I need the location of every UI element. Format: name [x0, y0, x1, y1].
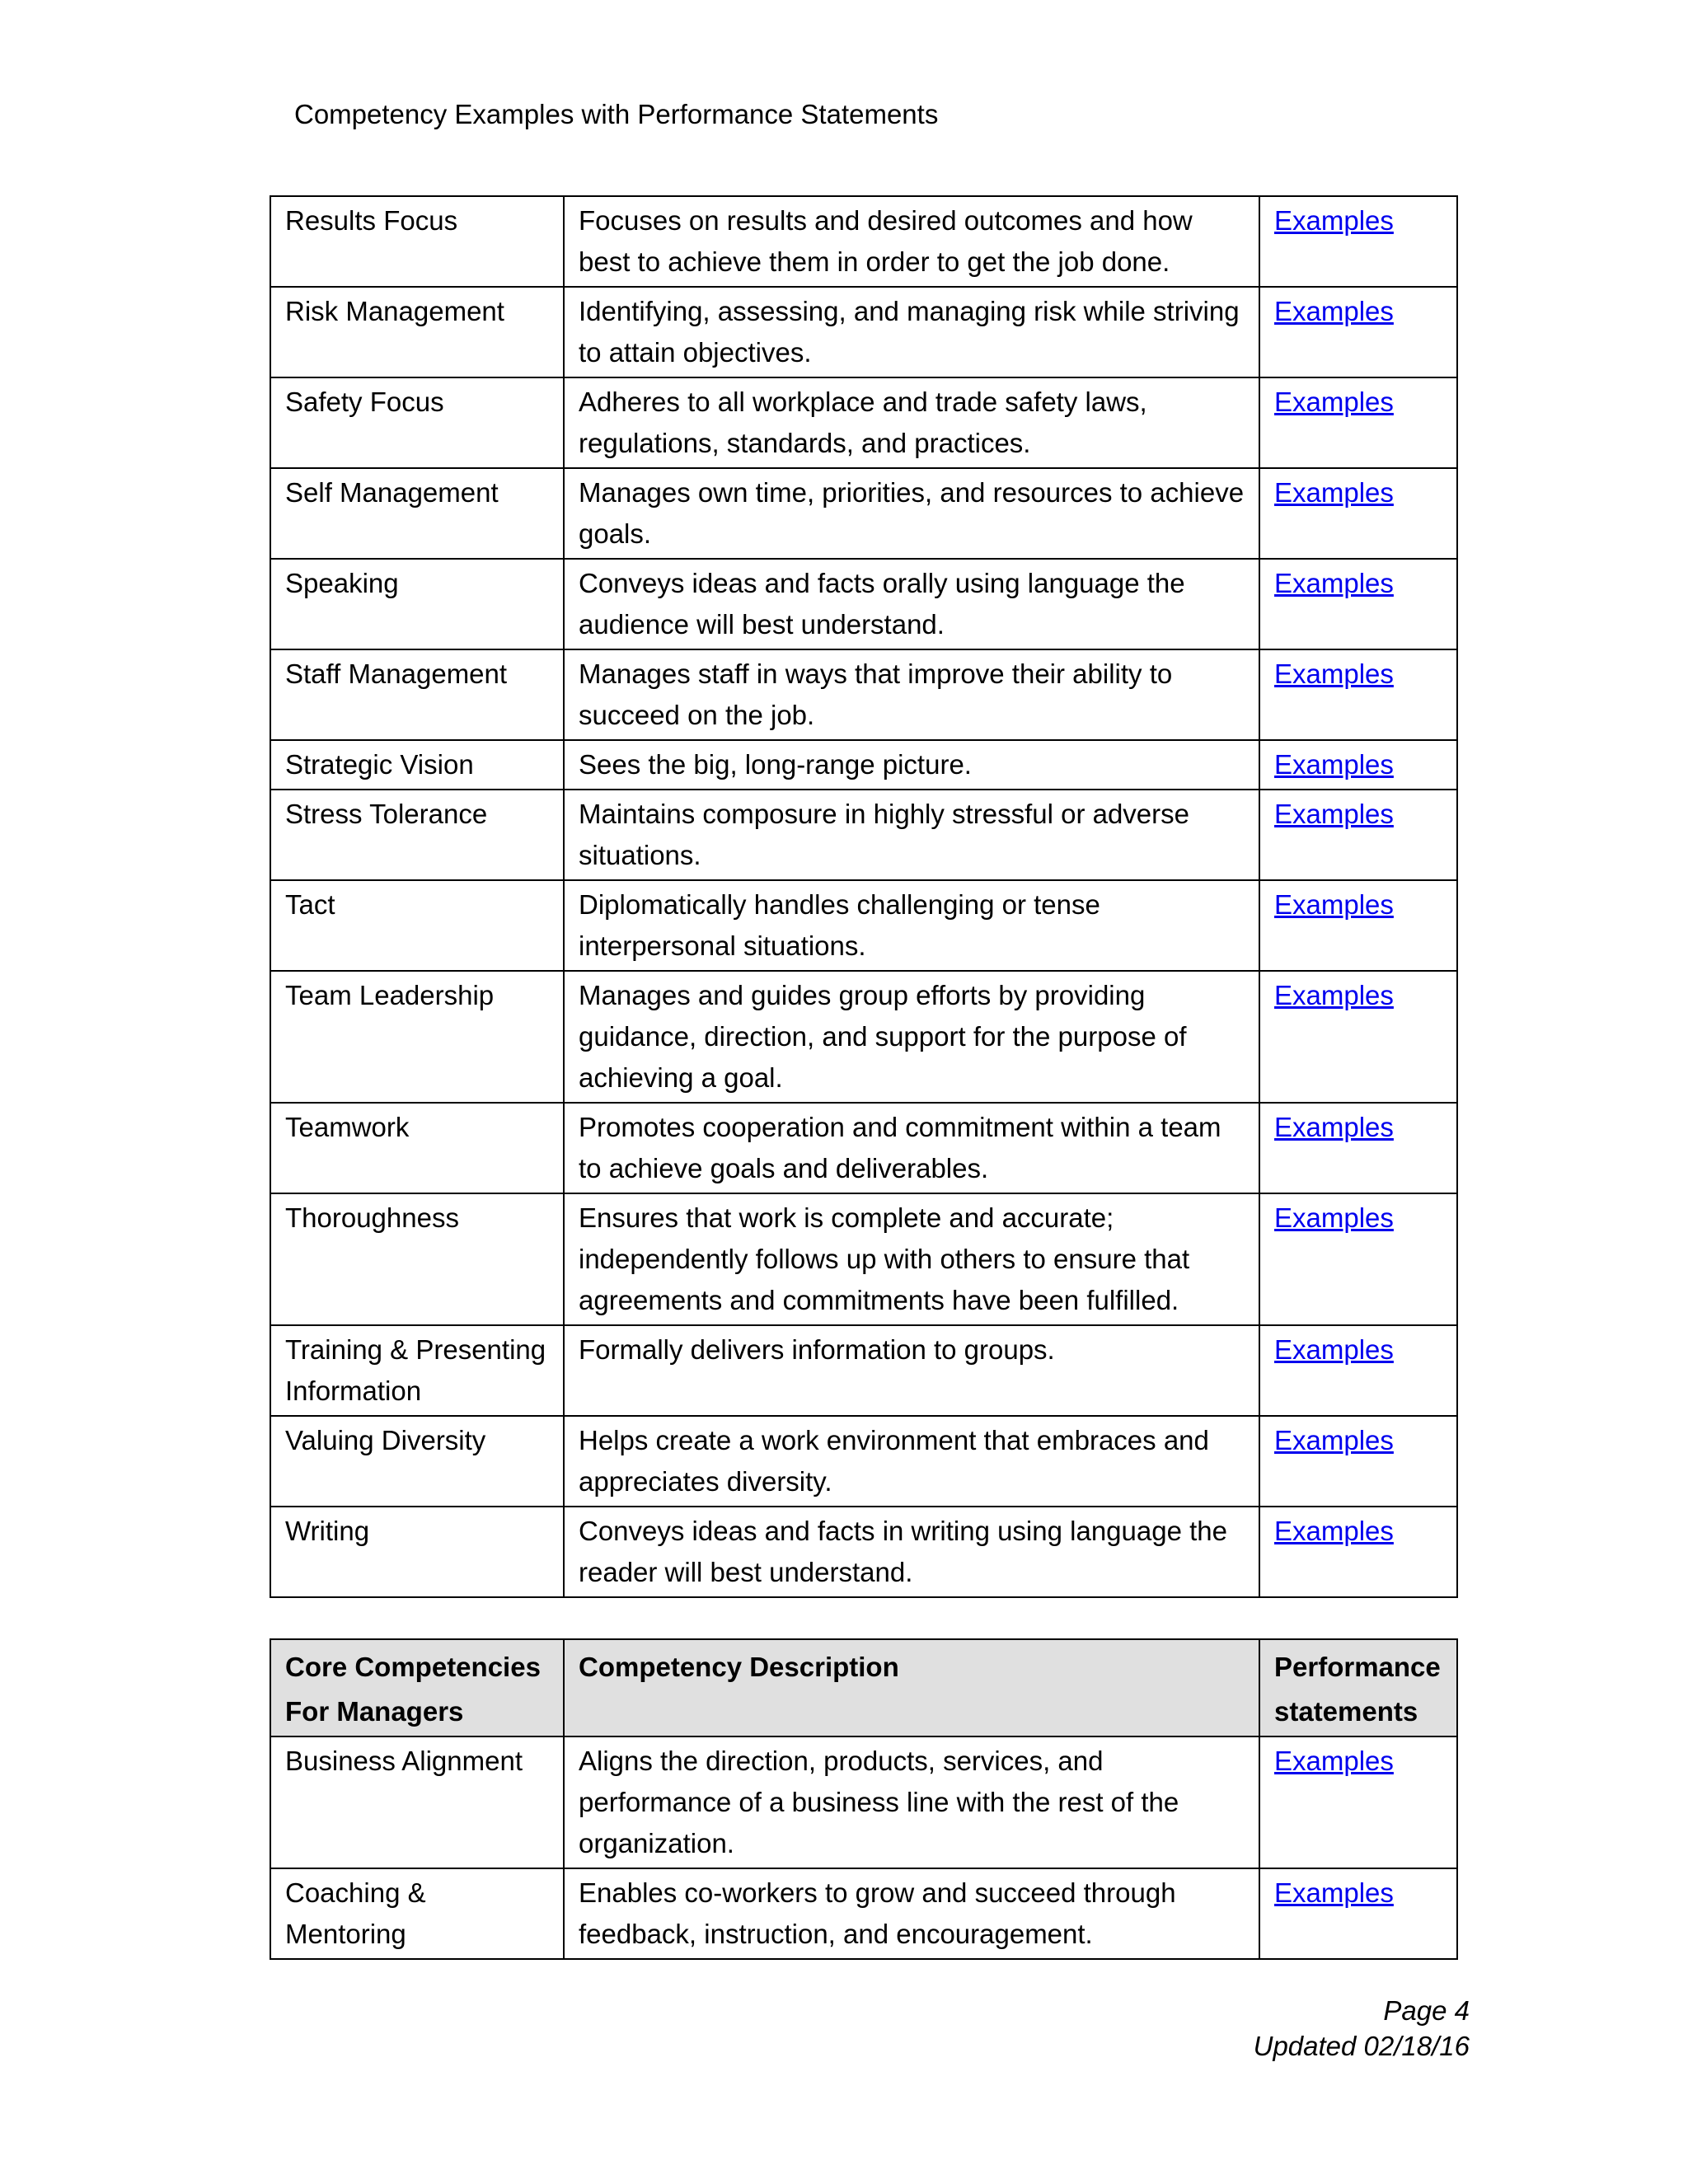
competency-description: Maintains composure in highly stressful or adverse situations. [564, 790, 1259, 880]
examples-cell [1259, 559, 1457, 649]
competency-name: Training & Presenting Information [270, 1325, 564, 1416]
header-competency-description: Competency Description [564, 1639, 1259, 1736]
competency-description: Conveys ideas and facts in writing using language the reader will best understand. [564, 1507, 1259, 1597]
examples-cell [1259, 649, 1457, 740]
examples-link[interactable]: Examples [1274, 749, 1394, 780]
competency-description: Conveys ideas and facts orally using language the audience will best understand. [564, 559, 1259, 649]
examples-link[interactable]: Examples [1274, 296, 1394, 326]
examples-link[interactable]: Examples [1274, 477, 1394, 508]
examples-link[interactable]: Examples [1274, 1516, 1394, 1546]
competency-name: Valuing Diversity [270, 1416, 564, 1507]
examples-link[interactable]: Examples [1274, 1202, 1394, 1233]
examples-cell [1259, 1103, 1457, 1193]
competency-name: Team Leadership [270, 971, 564, 1103]
competency-name: Stress Tolerance [270, 790, 564, 880]
examples-cell [1259, 377, 1457, 468]
examples-cell [1259, 880, 1457, 971]
manager-competency-table [270, 1638, 1458, 1960]
examples-cell [1259, 1507, 1457, 1597]
table-row [270, 196, 1457, 287]
table-row [270, 971, 1457, 1103]
competency-description: Identifying, assessing, and managing risk while striving to attain objectives. [564, 287, 1259, 377]
table-row [270, 1416, 1457, 1507]
table-row [270, 287, 1457, 377]
examples-cell [1259, 1868, 1457, 1959]
table-row [270, 1325, 1457, 1416]
competency-name: Thoroughness [270, 1193, 564, 1325]
competency-description: Manages and guides group efforts by providing guidance, direction, and support for the purpose of achieving a goal. [564, 971, 1259, 1103]
competency-name: Safety Focus [270, 377, 564, 468]
examples-link[interactable]: Examples [1274, 1746, 1394, 1776]
examples-link[interactable]: Examples [1274, 1877, 1394, 1908]
competency-description: Sees the big, long-range picture. [564, 740, 1259, 790]
competency-name: Business Alignment [270, 1736, 564, 1868]
examples-link[interactable]: Examples [1274, 205, 1394, 236]
competency-name: Writing [270, 1507, 564, 1597]
competency-table [270, 195, 1458, 1598]
competency-description: Adheres to all workplace and trade safety laws, regulations, standards, and practices. [564, 377, 1259, 468]
document-title: Competency Examples with Performance Statements [294, 99, 939, 129]
page-footer [1254, 1993, 1470, 2064]
examples-link[interactable]: Examples [1274, 1425, 1394, 1455]
competency-name: Staff Management [270, 649, 564, 740]
competency-description: Promotes cooperation and commitment within a team to achieve goals and deliverables. [564, 1103, 1259, 1193]
table-row [270, 740, 1457, 790]
table-header-row [270, 1639, 1457, 1736]
table-row [270, 1103, 1457, 1193]
examples-link[interactable]: Examples [1274, 980, 1394, 1010]
header-core-competencies: Core Competencies For Managers [270, 1639, 564, 1736]
competency-name: Risk Management [270, 287, 564, 377]
examples-cell [1259, 790, 1457, 880]
table-row [270, 880, 1457, 971]
examples-cell [1259, 468, 1457, 559]
table-row [270, 1736, 1457, 1868]
competency-description: Ensures that work is complete and accurate; independently follows up with others to ensure that agreements and commitments have been fulfilled. [564, 1193, 1259, 1325]
competency-name: Tact [270, 880, 564, 971]
table-row [270, 790, 1457, 880]
examples-link[interactable]: Examples [1274, 799, 1394, 829]
competency-description: Focuses on results and desired outcomes and how best to achieve them in order to get the job done. [564, 196, 1259, 287]
competency-name: Results Focus [270, 196, 564, 287]
competency-name: Strategic Vision [270, 740, 564, 790]
table-row [270, 1507, 1457, 1597]
examples-cell [1259, 971, 1457, 1103]
competency-description: Diplomatically handles challenging or tense interpersonal situations. [564, 880, 1259, 971]
examples-cell [1259, 1416, 1457, 1507]
competency-description: Aligns the direction, products, services, and performance of a business line with the rest of the organization. [564, 1736, 1259, 1868]
examples-link[interactable]: Examples [1274, 658, 1394, 689]
competency-name: Speaking [270, 559, 564, 649]
header-performance-statements: Performance statements [1259, 1639, 1457, 1736]
table-row [270, 377, 1457, 468]
table-row [270, 559, 1457, 649]
examples-cell [1259, 1193, 1457, 1325]
examples-link[interactable]: Examples [1274, 1334, 1394, 1365]
competency-description: Manages staff in ways that improve their ability to succeed on the job. [564, 649, 1259, 740]
examples-link[interactable]: Examples [1274, 1112, 1394, 1142]
competency-name: Self Management [270, 468, 564, 559]
page-number: Page 4 [1383, 1995, 1470, 2026]
examples-cell [1259, 1736, 1457, 1868]
competency-description: Formally delivers information to groups. [564, 1325, 1259, 1416]
competency-name: Teamwork [270, 1103, 564, 1193]
examples-cell [1259, 740, 1457, 790]
examples-cell [1259, 1325, 1457, 1416]
table-row [270, 1193, 1457, 1325]
examples-cell [1259, 287, 1457, 377]
competency-description: Enables co-workers to grow and succeed through feedback, instruction, and encouragement. [564, 1868, 1259, 1959]
competency-name: Coaching & Mentoring [270, 1868, 564, 1959]
examples-link[interactable]: Examples [1274, 568, 1394, 598]
examples-link[interactable]: Examples [1274, 387, 1394, 417]
updated-date: Updated 02/18/16 [1253, 2031, 1470, 2061]
table-row [270, 1868, 1457, 1959]
competency-description: Manages own time, priorities, and resources to achieve goals. [564, 468, 1259, 559]
examples-cell [1259, 196, 1457, 287]
examples-link[interactable]: Examples [1274, 889, 1394, 920]
table-row [270, 649, 1457, 740]
table-row [270, 468, 1457, 559]
competency-description: Helps create a work environment that embraces and appreciates diversity. [564, 1416, 1259, 1507]
